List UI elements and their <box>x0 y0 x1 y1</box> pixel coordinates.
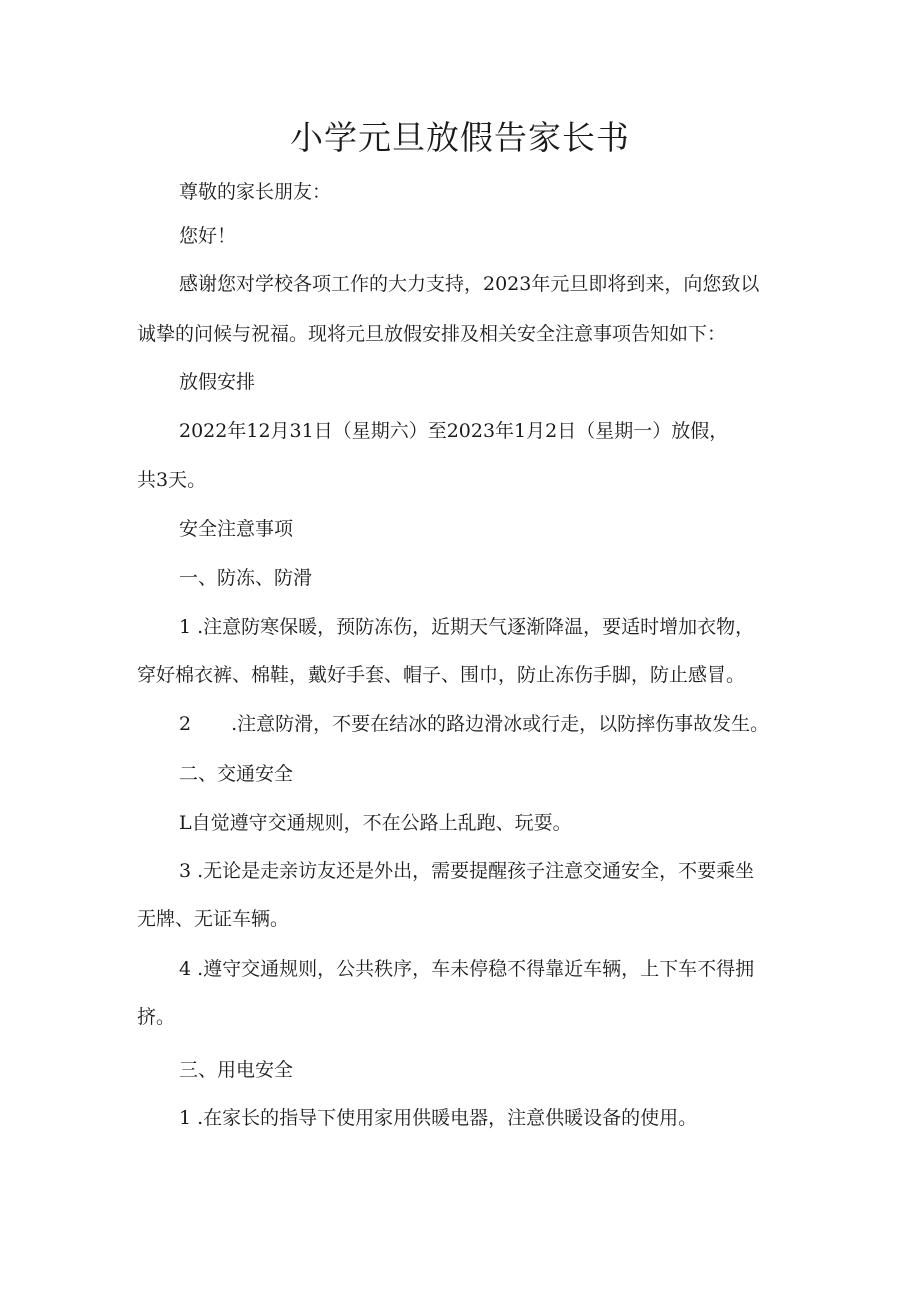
salutation: 尊敬的家长朋友： <box>179 181 332 203</box>
section-3-item-1 <box>179 1104 697 1132</box>
section-1-item-2-number: 2 <box>179 713 192 735</box>
section-2-item-3-text: .无论是走亲访友还是外出，需要提醒孩子注意交通安全，不要乘坐 <box>197 860 755 882</box>
section-2-item-3-line-2: 无牌、无证车辆。 <box>137 908 290 930</box>
holiday-heading: 放假安排 <box>179 371 256 393</box>
section-2-item-1: L自觉遵守交通规则，不在公路上乱跑、玩耍。 <box>179 812 572 834</box>
section-2-item-3-line-1 <box>179 857 754 885</box>
section-3-item-1-text: .在家长的指导下使用家用供暖电器，注意供暖设备的使用。 <box>197 1107 698 1129</box>
holiday-text-line-2: 共3天。 <box>137 469 207 491</box>
section-1-item-1-line-2: 穿好棉衣裤、棉鞋，戴好手套、帽子、围巾，防止冻伤手脚，防止感冒。 <box>137 664 746 686</box>
section-3-heading: 三、用电安全 <box>179 1059 294 1081</box>
document-title: 小学元旦放假告家长书 <box>290 118 630 157</box>
holiday-text-line-1: 2022年12月31日（星期六）至2023年1月2日（星期一）放假， <box>179 420 729 442</box>
section-2-item-4-text: .遵守交通规则，公共秩序，车未停稳不得靠近车辆，上下车不得拥 <box>197 958 755 980</box>
intro-line-1: 感谢您对学校各项工作的大力支持，2023年元旦即将到来，向您致以 <box>179 273 760 295</box>
section-2-heading: 二、交通安全 <box>179 763 294 785</box>
section-1-item-1-line-1 <box>179 613 754 641</box>
safety-heading: 安全注意事项 <box>179 518 294 540</box>
section-1-item-2 <box>179 710 769 738</box>
section-2-item-4-number: 4 <box>179 958 192 980</box>
section-1-heading: 一、防冻、防滑 <box>179 567 313 589</box>
section-3-item-1-number: 1 <box>179 1107 192 1129</box>
section-1-item-1-text: .注意防寒保暖，预防冻伤，近期天气逐渐降温，要适时增加衣物， <box>197 616 755 638</box>
section-2-item-4-line-1 <box>179 955 754 983</box>
intro-line-2: 诚挚的问候与祝福。现将元旦放假安排及相关安全注意事项告知如下： <box>137 323 727 345</box>
section-1-item-1-number: 1 <box>179 616 192 638</box>
section-2-item-3-number: 3 <box>179 860 192 882</box>
section-1-item-2-text: .注意防滑，不要在结冰的路边滑冰或行走，以防摔伤事故发生。 <box>231 713 770 735</box>
section-2-item-4-line-2: 挤。 <box>137 1006 176 1028</box>
greeting: 您好！ <box>179 225 237 247</box>
